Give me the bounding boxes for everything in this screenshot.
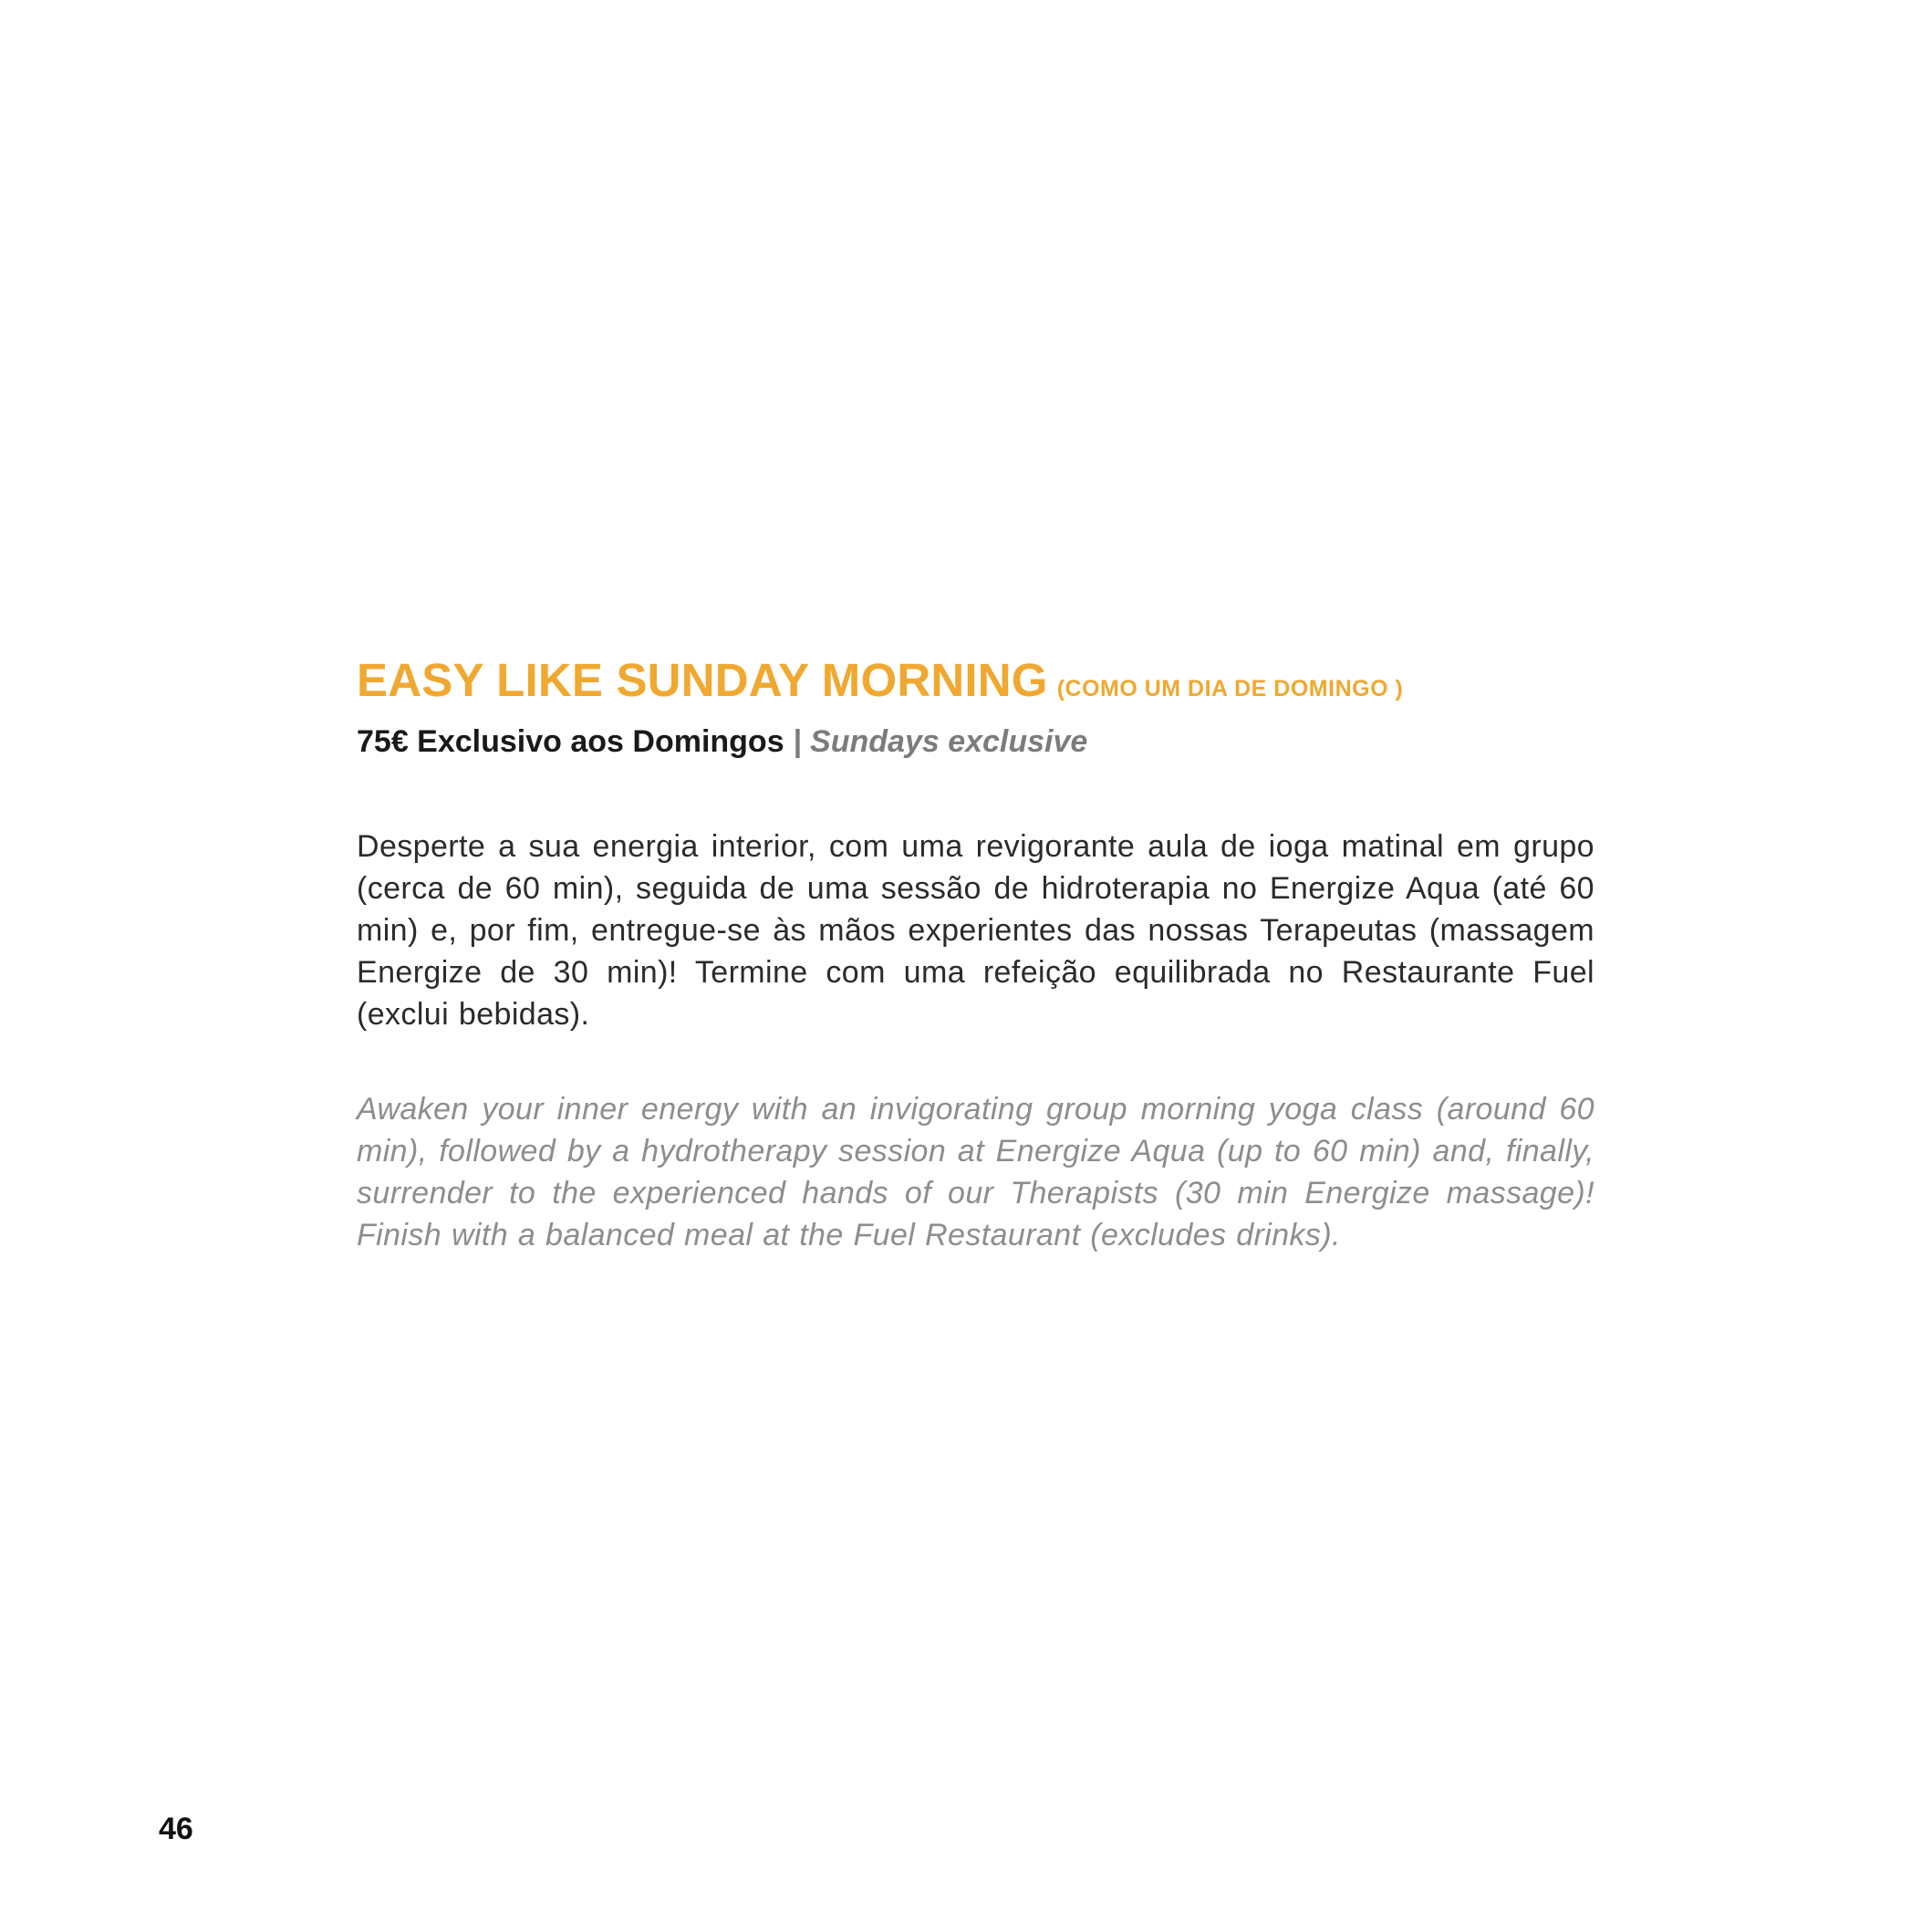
price-line [357, 724, 1594, 760]
package-subtitle: (COMO UM DIA DE DOMINGO ) [1056, 676, 1404, 701]
price-english: Sundays exclusive [810, 724, 1088, 760]
description-portuguese: Desperte a sua energia interior, com uma revigorante aula de ioga matinal em grupo (cerca de 60 min), seguida de uma sessão de hidroterapia no Energize Aqua (até 60 min) e, por fim, entregue-se às mãos experientes das nossas Terapeutas (massagem Energize de 30 min)! Termine com uma refeição equilibrada no Restaurante Fuel (exclui bebidas). [357, 829, 1594, 1033]
price-portuguese: 75€ Exclusivo aos Domingos [357, 724, 784, 760]
description-english: Awaken your inner energy with an invigorating group morning yoga class (around 60 min), followed by a hydrotherapy session at Energize Aqua (up to 60 min) and, finally, surrender to the experienced hands of our Therapists (30 min Energize massage)! Finish with a balanced meal at the Fuel Restaurant (excludes drinks). [357, 1092, 1594, 1253]
page-number: 46 [159, 1812, 193, 1846]
package-section [357, 655, 1594, 1256]
package-heading [357, 655, 1594, 706]
price-separator: | [793, 724, 802, 760]
package-title: EASY LIKE SUNDAY MORNING [357, 654, 1048, 706]
